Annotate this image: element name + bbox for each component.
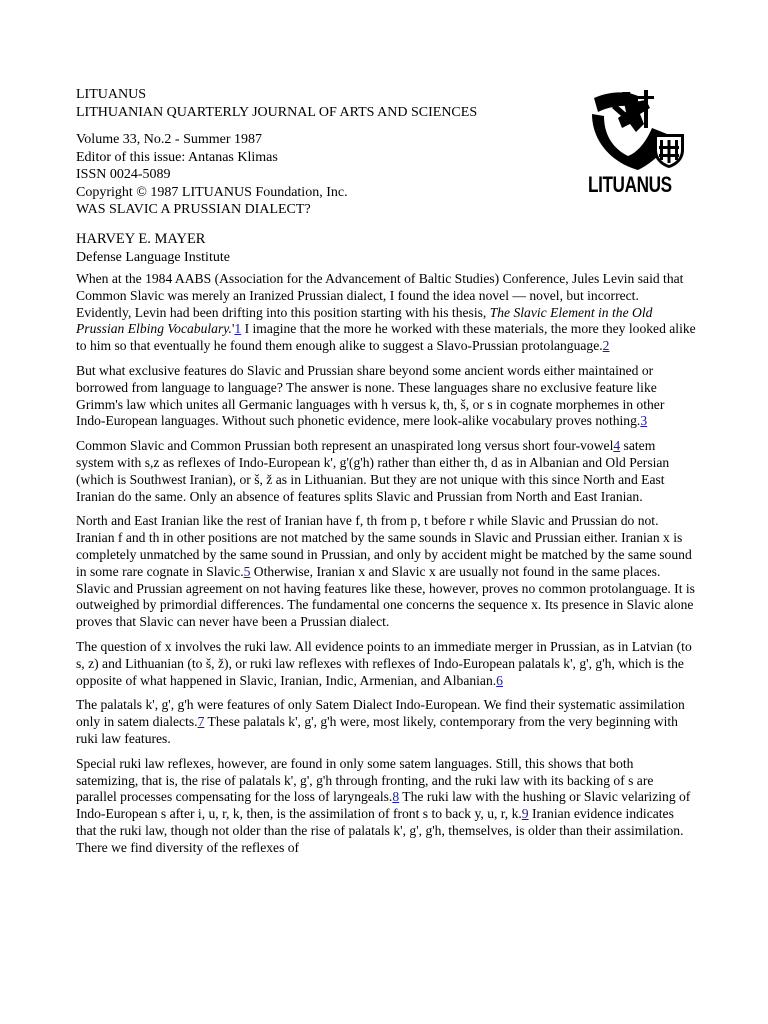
- footnote-link-6[interactable]: 6: [496, 672, 503, 688]
- issn-info: ISSN 0024-5089: [76, 167, 171, 182]
- paragraph-3: Common Slavic and Common Prussian both represent an unaspirated long versus short four-vowel4 satem system with s,z as reflexes of Indo-European k', g'(g'h) rather than either th, d as in Albanian and Old Persian (which is Southwest Iranian), or š, ž as in Lithuanian. But they are not unique with this since North and East Iranian do the same. Only an absence of features splits Slavic and Prussian from North and East Iranian.: [76, 438, 670, 504]
- footnote-link-4[interactable]: 4: [613, 438, 621, 454]
- footnote-link-9[interactable]: 9: [521, 806, 529, 822]
- logo-wordmark: LITUANUS: [588, 172, 672, 197]
- footnote-link-3[interactable]: 3: [640, 413, 648, 429]
- article-title: WAS SLAVIC A PRUSSIAN DIALECT?: [76, 202, 311, 217]
- article-body: [76, 271, 696, 865]
- lituanus-emblem-icon: [588, 88, 688, 172]
- journal-subtitle: LITHUANIAN QUARTERLY JOURNAL OF ARTS AND SCIENCES: [76, 104, 478, 120]
- journal-header: [76, 86, 576, 219]
- footnote-link-5[interactable]: 5: [243, 563, 251, 579]
- footnote-link-2[interactable]: 2: [602, 338, 610, 354]
- footnote-link-7[interactable]: 7: [197, 714, 205, 730]
- journal-name: LITUANUS: [76, 87, 146, 102]
- paragraph-6: The palatals k', g', g'h were features of only Satem Dialect Indo-European. We find their systematic assimilation only in satem dialects.7 These palatals k', g', g'h were, most likely, contemporary from the very beginning with ruki law features.: [76, 697, 685, 746]
- volume-info: Volume 33, No.2 - Summer 1987: [76, 132, 263, 147]
- paragraph-4: North and East Iranian like the rest of Iranian have f, th from p, t before r while Slavic and Prussian do not. Iranian f and th in other positions are not matched by the same sounds in Slavic and Prussian either. Iranian x is completely unmatched by the same sound in Prussian, and only by accident might be matched by the same sound in some rare cognate in Slavic.5 Otherwise, Iranian x and Slavic x are usually not found in the same places. Slavic and Prussian agreement on not having features like these, however, proves no common protolanguage. It is outweighed by primordial differences. The fundamental one concerns the sequence x. Its presence in Slavic alone proves that Slavic can never have been a Prussian dialect.: [76, 513, 695, 630]
- copyright-info: Copyright © 1987 LITUANUS Foundation, Inc.: [76, 184, 348, 200]
- paragraph-2: But what exclusive features do Slavic and Prussian share beyond some ancient words either maintained or borrowed from language to language? The answer is none. These languages share no exclusive feature like Grimm's law which unites all Germanic languages with h versus k, th, š, or s in cognate morphemes in other Indo-European languages. Without such phonetic evidence, mere look-alike vocabulary proves nothing.3: [76, 362, 665, 429]
- editor-info: Editor of this issue: Antanas Klimas: [76, 149, 278, 165]
- thesis-title: The Slavic Element in the Old Prussian Elbing Vocabulary.: [76, 304, 653, 337]
- footnote-link-1[interactable]: 1: [234, 321, 242, 337]
- paragraph-7: Special ruki law reflexes, however, are found in only some satem languages. Still, this shows that both satemizing, that is, the rise of palatals k', g', g'h through fronting, and the ruki law with its backing of s are parallel processes compensating for the loss of laryngeals.8 The ruki law with the hushing or Slavic velarizing of Indo-European s after i, u, r, k, then, is the assimilation of front s to back y, u, r, k.9 Iranian evidence indicates that the ruki law, though not older than the rise of palatals k', g', g'h, themselves, is older than their assimilation. There we find diversity of the reflexes of: [76, 755, 691, 855]
- lituanus-logo: [588, 88, 688, 200]
- author-name: HARVEY E. MAYER: [76, 231, 206, 247]
- author-affiliation: Defense Language Institute: [76, 249, 230, 265]
- footnote-link-8[interactable]: 8: [392, 789, 400, 805]
- paragraph-5: The question of x involves the ruki law. All evidence points to an immediate merger in Prussian, as in Latvian (to s, z) and Lithuanian (to š, ž), or ruki law reflexes with reflexes of Indo-European palatals k', g', g'h, which is the opposite of what happened in Slavic, Iranian, Indic, Armenian, and Albanian.6: [76, 638, 692, 688]
- byline: [76, 231, 230, 266]
- paragraph-1: When at the 1984 AABS (Association for the Advancement of Baltic Studies) Conference, Jules Levin said that Common Slavic was merely an Iranized Prussian dialect, I found the idea novel — novel, but incorrect. Evidently, Levin had been drifting into this position starting with his thesis, The Slavic Element in the Old Prussian Elbing Vocabulary.'1 I imagine that the more he worked with these materials, the more they looked alike to him so that eventually he found them enough alike to suggest a Slavo-Prussian protolanguage.2: [76, 271, 696, 354]
